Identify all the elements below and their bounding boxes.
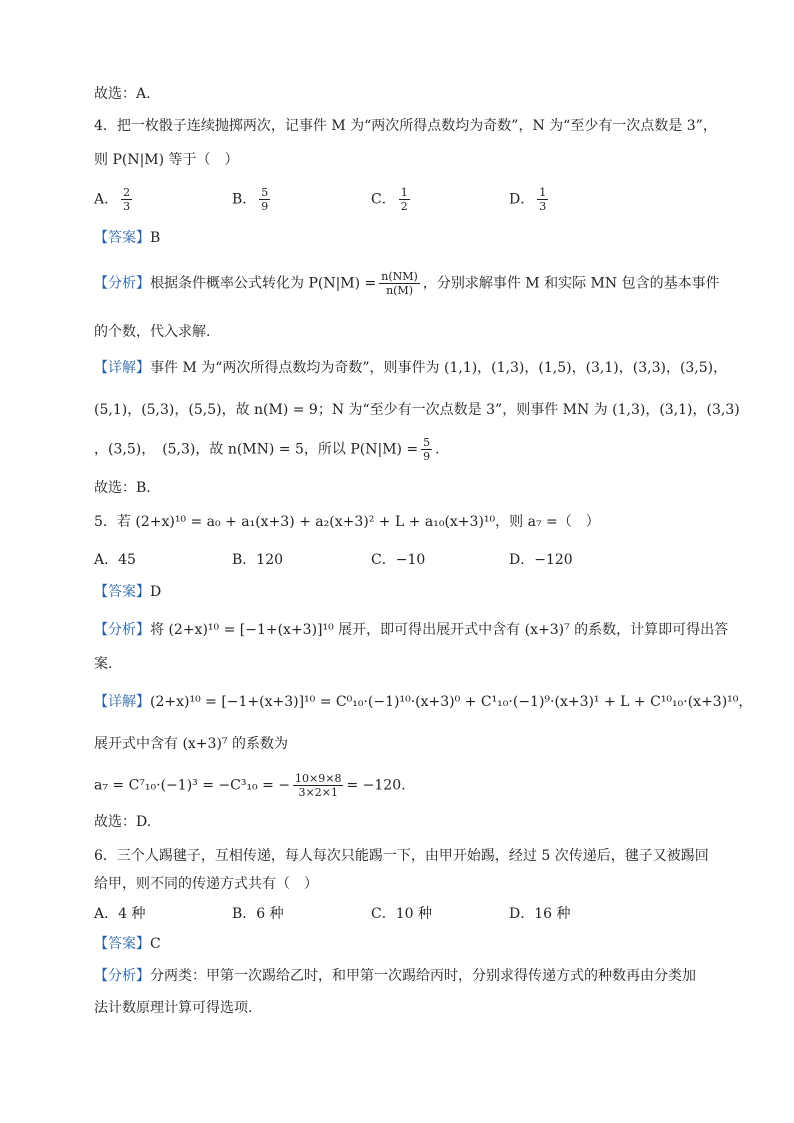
q5-option-d: D．−120 — [509, 552, 573, 568]
q4-detail-line-1: 【详解】事件 M 为“两次所得点数均为奇数”，则事件为 (1,1)，(1,3)，(1,5)，(3,1)，(3,3)，(3,5)， — [94, 360, 728, 376]
analysis-tag: 【分析】 — [94, 275, 150, 292]
answer-tag: 【答案】 — [94, 584, 150, 600]
q4-option-a: A． $\frac{2}{3}$ — [94, 186, 131, 213]
q4-stem-line-1: 4．把一枚骰子连续抛掷两次，记事件 M 为“两次所得点数均为奇数”，N 为“至少有一次点数是 3”， — [94, 118, 717, 134]
q4-analysis-fraction: $\frac{n(NM)}{n(M)}$ — [381, 270, 418, 297]
q5-option-c: C．−10 — [371, 552, 426, 568]
detail-tag: 【详解】 — [94, 360, 150, 376]
q6-option-a: A．4 种 — [94, 906, 146, 922]
q4-option-a-fraction: $\frac{2}{3}$ — [123, 186, 131, 213]
q6-option-b: B．6 种 — [232, 906, 284, 922]
q5-choose-text: 故选：D. — [94, 814, 152, 830]
answer-tag: 【答案】 — [94, 936, 150, 952]
q6-stem-line-2: 给甲，则不同的传递方式共有（ ） — [94, 876, 318, 892]
q4-option-d: D． $\frac{1}{3}$ — [509, 186, 547, 213]
q4-stem-line-2: 则 P(N|M) 等于（ ） — [94, 152, 239, 168]
q4-option-c: C． $\frac{1}{2}$ — [371, 186, 408, 213]
analysis-tag: 【分析】 — [94, 622, 150, 638]
q4-option-d-fraction: $\frac{1}{3}$ — [539, 186, 547, 213]
q5-analysis-line-2: 案. — [94, 656, 113, 672]
q4-detail-fraction: $\frac{5}{9}$ — [423, 436, 431, 463]
q4-detail-line-2: (5,1)，(5,3)，(5,5)，故 n(M) = 9；N 为“至少有一次点数是 3”，则事件 MN 为 (1,3)，(3,1)，(3,3) — [94, 402, 740, 418]
q4-detail-line-3: ，(3,5)， (5,3)，故 n(MN) = 5，所以 P(N|M) = $\frac{5}{9}$ . — [94, 436, 440, 463]
q4-analysis-line-2: 的个数，代入求解. — [94, 324, 211, 340]
q4-option-c-fraction: $\frac{1}{2}$ — [400, 186, 408, 213]
q3-choose-text: 故选：A. — [94, 86, 151, 102]
q5-detail-fraction: $\frac{10\times 9\times 8}{3\times 2\times 1}$ — [295, 772, 342, 799]
q5-detail-line-3: a₇ = C⁷₁₀·(−1)³ = −C³₁₀ = − $\frac{10\times 9\times 8}{3\times 2\times 1}$ = −120. — [94, 772, 406, 799]
q6-analysis-line-2: 法计数原理计算可得选项. — [94, 1000, 253, 1016]
analysis-tag: 【分析】 — [94, 968, 150, 984]
q5-option-a: A．45 — [94, 552, 136, 568]
q6-option-c: C．10 种 — [371, 906, 432, 922]
q5-option-b: B．120 — [232, 552, 284, 568]
q5-detail-line-1: 【详解】(2+x)¹⁰ = [−1+(x+3)]¹⁰ = C⁰₁₀·(−1)¹⁰·(x+3)⁰ + C¹₁₀·(−1)⁹·(x+3)¹ + L + C¹⁰₁₀·(x+3)¹⁰， — [94, 694, 753, 710]
q5-stem: 5．若 (2+x)¹⁰ = a₀ + a₁(x+3) + a₂(x+3)² + L + a₁₀(x+3)¹⁰，则 a₇ =（ ） — [94, 514, 600, 530]
q6-stem-line-1: 6．三个人踢毽子，互相传递，每人每次只能踢一下，由甲开始踢，经过 5 次传递后，毽子又被踢回 — [94, 848, 709, 864]
q5-detail-line-2: 展开式中含有 (x+3)⁷ 的系数为 — [94, 736, 288, 752]
q4-answer: 【答案】B — [94, 230, 161, 246]
q4-choose-text: 故选：B. — [94, 480, 151, 496]
q6-answer: 【答案】C — [94, 936, 161, 952]
answer-tag: 【答案】 — [94, 230, 150, 246]
q6-analysis-line-1: 【分析】分两类：甲第一次踢给乙时，和甲第一次踢给丙时，分别求得传递方式的种数再由分类加 — [94, 968, 696, 984]
q4-option-b-fraction: $\frac{5}{9}$ — [261, 186, 269, 213]
detail-tag: 【详解】 — [94, 694, 150, 710]
q4-option-b: B． $\frac{5}{9}$ — [232, 186, 269, 213]
q5-analysis-line-1: 【分析】将 (2+x)¹⁰ = [−1+(x+3)]¹⁰ 展开，即可得出展开式中含有 (x+3)⁷ 的系数，计算即可得出答 — [94, 622, 729, 638]
q4-analysis-line-1: 【分析】根据条件概率公式转化为 P(N|M) = $\frac{n(NM)}{n(M)}$ ，分别求解事件 M 和实际 MN 包含的基本事件 — [94, 270, 720, 297]
q5-answer: 【答案】D — [94, 584, 162, 600]
q6-option-d: D．16 种 — [509, 906, 571, 922]
